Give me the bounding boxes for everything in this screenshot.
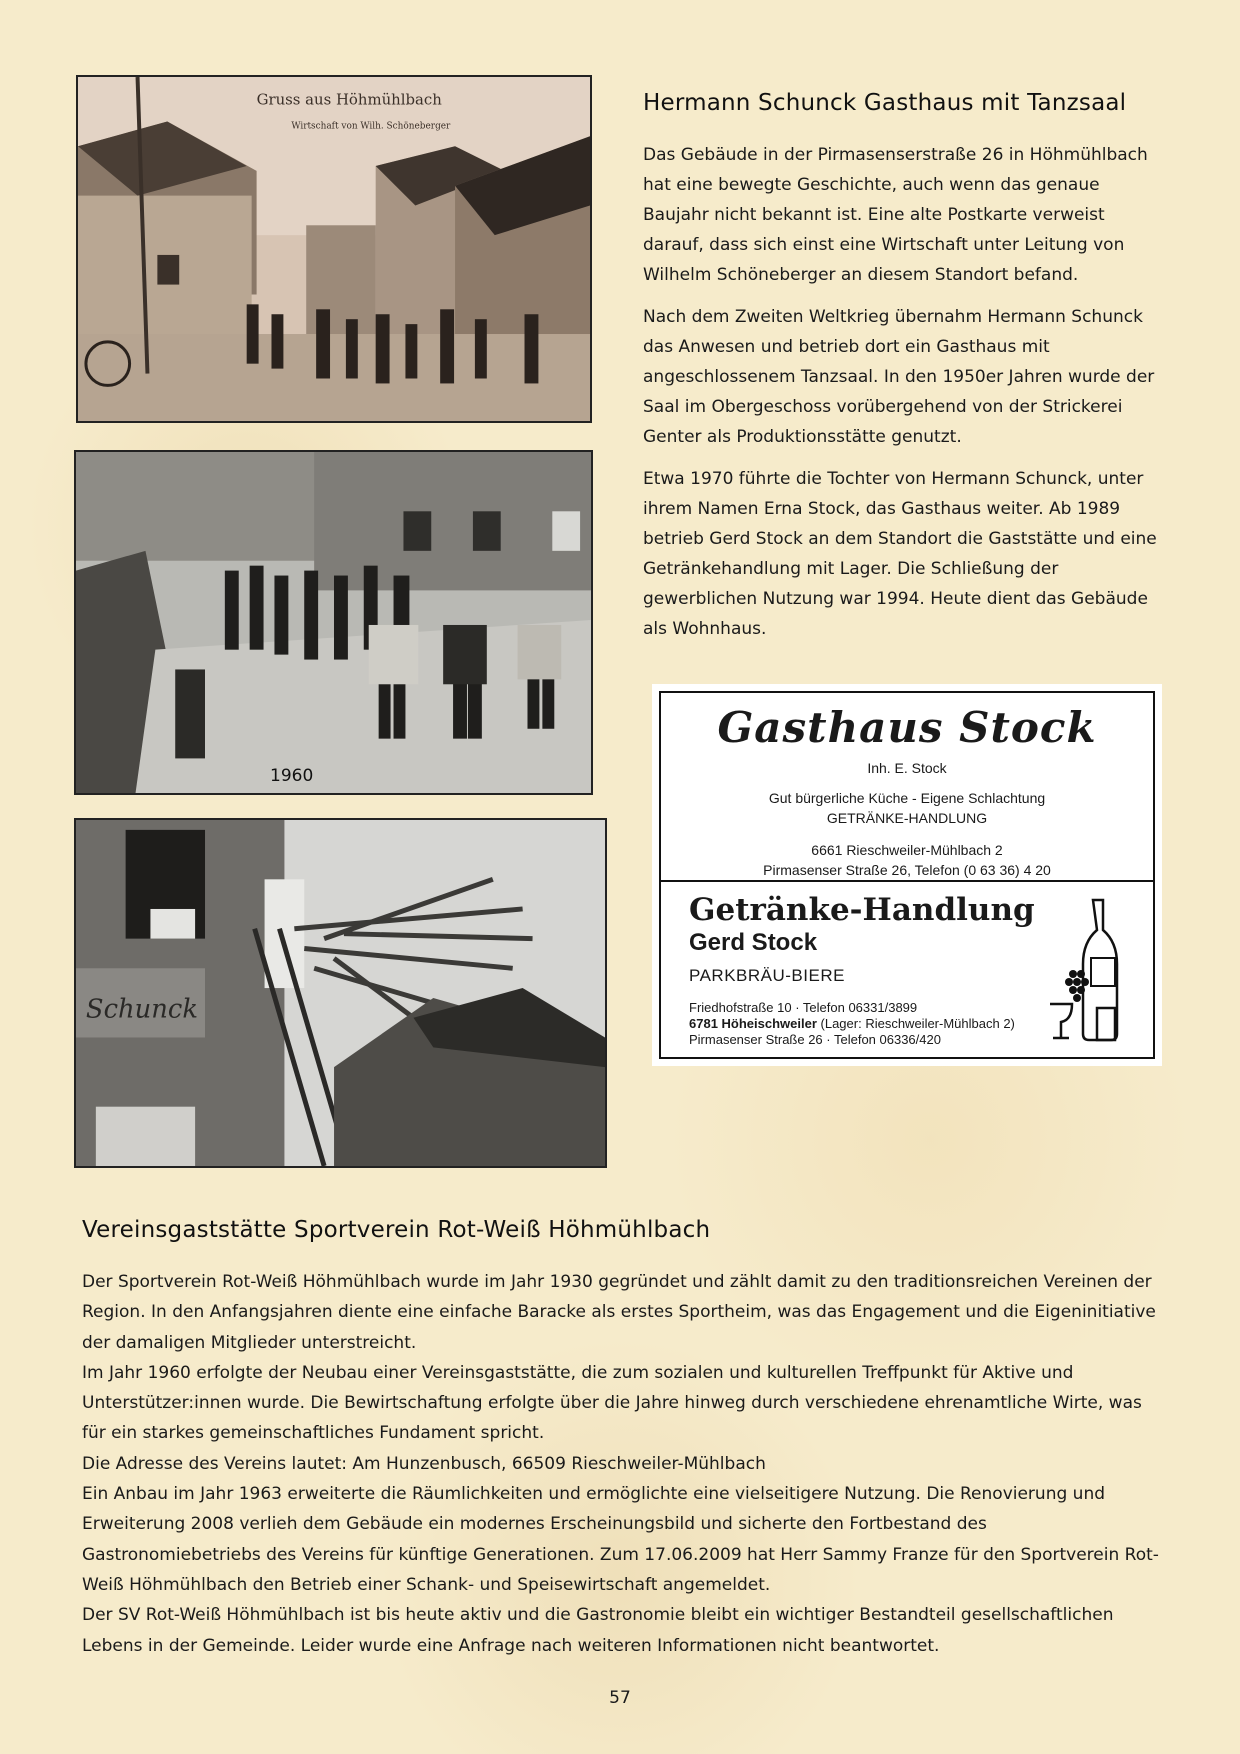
ad-address-3: Pirmasenser Straße 26 · Telefon 06336/420 [689,1032,941,1047]
postcard-greeting-text: Gruss aus Höhmühlbach [256,90,442,109]
ad-gasthaus-title: Gasthaus Stock [717,703,1097,752]
photo-year-caption: 1960 [270,766,314,786]
section2-title: Vereinsgaststätte Sportverein Rot-Weiß Höhmühlbach [82,1217,711,1243]
photo-parade-1960 [74,450,593,795]
photo-postcard-gasthaus [76,75,592,423]
ad-phone-line: Pirmasenser Straße 26, Telefon (0 63 36) 4 20 [763,862,1051,878]
section2-paragraph: Der Sportverein Rot-Weiß Höhmühlbach wurde im Jahr 1930 gegründet und zählt damit zu den traditionsreichen Vereinen der Region. In den Anfangsjahren diente eine einfache Baracke als erstes Sportheim, was das Engagement und die Eigeninitiative der damaligen Mitglieder unterstreicht. [82,1272,1156,1353]
building-sign-text: Schunck [85,994,198,1025]
ad-address-2-town: 6781 Höheischweiler [689,1016,817,1031]
section1-paragraph: Das Gebäude in der Pirmasenserstraße 26 in Höhmühlbach hat eine bewegte Geschichte, auch wenn das genaue Baujahr nicht bekannt ist. Eine alte Postkarte verweist darauf, dass sich einst eine Wirtschaft unter Leitung von Wilhelm Schöneberger an diesem Standort befand. [643,145,1148,285]
ad-owner: Inh. E. Stock [867,760,947,776]
section2-paragraph: Der SV Rot-Weiß Höhmühlbach ist bis heute aktiv und die Gastronomie bleibt ein wichtiger Bestandteil gesellschaftlichen Lebens in der Gemeinde. Leider wurde eine Anfrage nach weiteren Informationen nicht beantwortet. [82,1605,1114,1656]
ad-cuisine-line: Gut bürgerliche Küche - Eigene Schlachtung [768,790,1046,806]
ad-address-2-rest: (Lager: Rieschweiler-Mühlbach 2) [816,1016,1015,1031]
ad-getraenke-title: Getränke-Handlung [689,892,1035,928]
ad-beer-brand: PARKBRÄU-BIERE [689,966,845,985]
page-number: 57 [609,1688,631,1708]
ad-address-1: Friedhofstraße 10 · Telefon 06331/3899 [689,1000,918,1015]
photo-building-decoration [74,818,607,1168]
ad-drinks-line: GETRÄNKE-HANDLUNG [826,810,988,826]
section1-body [643,140,1163,656]
ad-owner-name: Gerd Stock [689,929,818,956]
ad-getraenke-section [661,882,1153,1048]
postcard-subtext: Wirtschaft von Wilh. Schöneberger [291,121,451,132]
section2-paragraph: Im Jahr 1960 erfolgte der Neubau einer Vereinsgaststätte, die zum sozialen und kulturellen Treffpunkt für Aktive und Unterstützer:innen wurde. Die Bewirtschaftung erfolgte über die Jahre hinweg durch verschiedene ehrenamtliche Wirte, was für ein starkes gemeinschaftliches Fundament spricht. [82,1362,1142,1444]
section2-paragraph: Ein Anbau im Jahr 1963 erweiterte die Räumlichkeiten und ermöglichte eine vielseitigere Nutzung. Die Renovierung und Erweiterung 2008 verlieh dem Gebäude ein modernes Erscheinungsbild und sicherte den Fortbestand des Gastronomiebetriebs des Vereins für künftige Generationen. Zum 17.06.2009 hat Herr Sammy Franze für den Sportverein Rot-Weiß Höhmühlbach den Betrieb einer Schank- und Speisewirtschaft angemeldet. [82,1484,1159,1595]
ad-address-line: 6661 Rieschweiler-Mühlbach 2 [811,842,1003,858]
section2-paragraph: Die Adresse des Vereins lautet: Am Hunzenbusch, 66509 Rieschweiler-Mühlbach [82,1453,766,1474]
bottle-glass-icon [1047,896,1125,1046]
gasthaus-stock-advertisement [652,684,1162,1066]
section2-body [82,1267,1162,1661]
ad-gasthaus-section [661,693,1153,882]
section1-paragraph: Nach dem Zweiten Weltkrieg übernahm Hermann Schunck das Anwesen und betrieb dort ein Gasthaus mit angeschlossenem Tanzsaal. In den 1950er Jahren wurde der Saal im Obergeschoss vorübergehend von der Strickerei Genter als Produktionsstätte genutzt. [643,307,1155,447]
section1-paragraph: Etwa 1970 führte die Tochter von Hermann Schunck, unter ihrem Namen Erna Stock, das Gasthaus weiter. Ab 1989 betrieb Gerd Stock an dem Standort die Gaststätte und eine Getränkehandlung mit Lager. Die Schließung der gewerblichen Nutzung war 1994. Heute dient das Gebäude als Wohnhaus. [643,469,1157,639]
section1-title: Hermann Schunck Gasthaus mit Tanzsaal [643,90,1127,116]
